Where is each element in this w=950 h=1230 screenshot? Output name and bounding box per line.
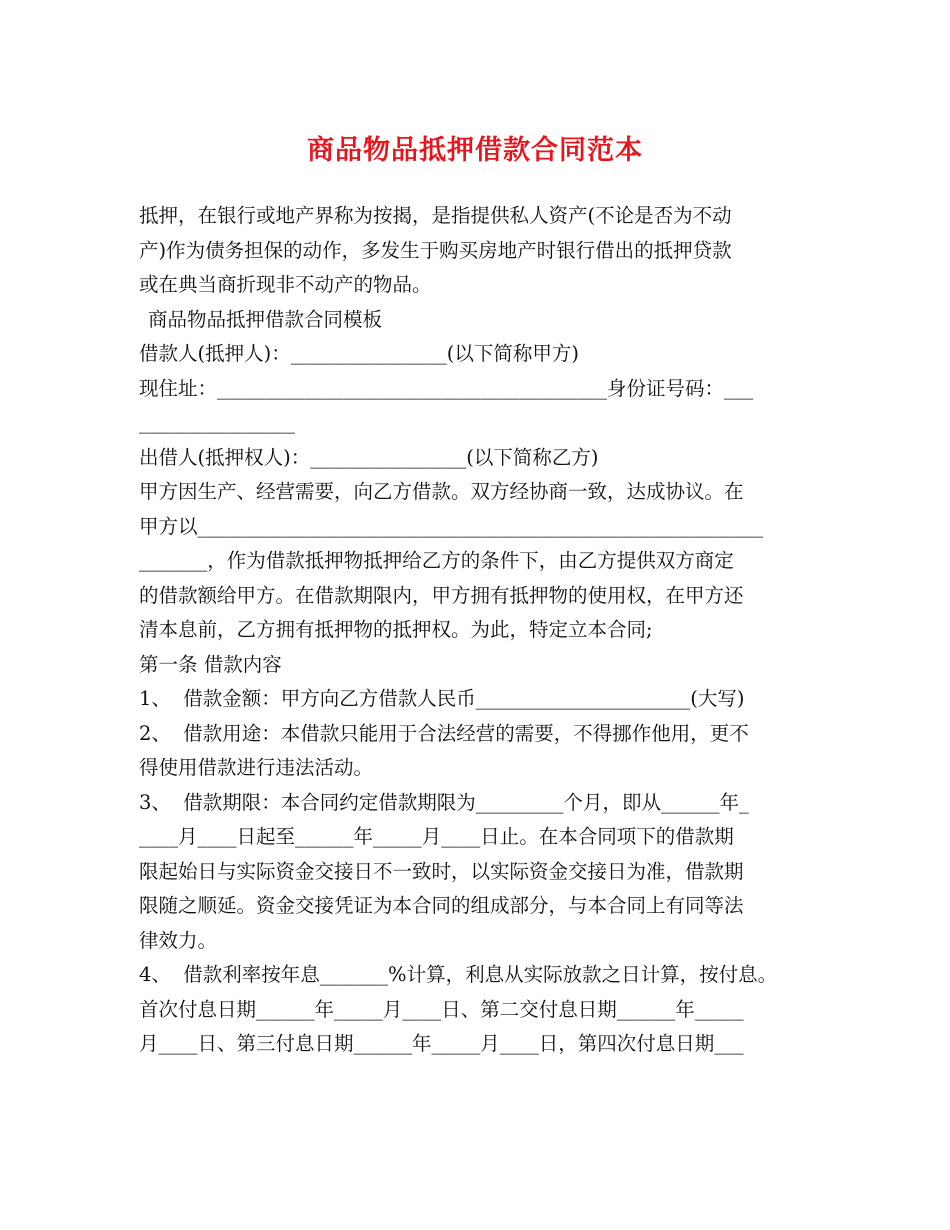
id-number-blank: ________________ <box>139 411 295 434</box>
body-line: 甲方因生产、经营需要，向乙方借款。双方经协商一致，达成协议。在 <box>139 480 744 503</box>
document-body <box>139 199 829 1062</box>
body-line: 或在典当商折现非不动产的物品。 <box>139 273 432 296</box>
clause-3-continued: 限随之顺延。资金交接凭证为本合同的组成部分，与本合同上有同等法 <box>139 894 744 917</box>
body-line: 产)作为债务担保的动作，多发生于购买房地产时银行借出的抵押贷款 <box>139 238 732 262</box>
clause-4-continued: 月____日、第三付息日期______年_____月____日，第四次付息日期___ <box>139 1032 744 1055</box>
body-line: 抵押，在银行或地产界称为按揭，是指提供私人资产(不论是否为不动 <box>139 204 732 227</box>
body-line: 清本息前，乙方拥有抵押物的抵押权。为此，特定立本合同; <box>139 618 653 641</box>
clause-4-continued: 首次付息日期______年_____月____日、第二交付息日期______年_____ <box>139 997 744 1021</box>
clause-3-continued: 限起始日与实际资金交接日不一致时，以实际资金交接日为准，借款期 <box>139 859 744 883</box>
clause-3-continued: ____月____日起至______年_____月____日止。在本合同项下的借款期 <box>139 825 734 848</box>
borrower-line: 借款人(抵押人)：________________(以下简称甲方) <box>139 342 579 365</box>
clause-2: 2、 借款用途：本借款只能用于合法经营的需要，不得挪作他用，更不 <box>139 721 749 745</box>
clause-3: 3、 借款期限：本合同约定借款期限为_________个月，即从______年_ <box>139 790 749 814</box>
body-line: _______，作为借款抵押物抵押给乙方的条件下，由乙方提供双方商定 <box>139 549 734 572</box>
clause-3-continued: 律效力。 <box>139 928 218 952</box>
article-heading: 第一条 借款内容 <box>139 652 282 676</box>
clause-2-continued: 得使用借款进行违法活动。 <box>139 756 374 779</box>
lender-line: 出借人(抵押权人)：________________(以下简称乙方) <box>139 445 599 469</box>
clause-1: 1、 借款金额：甲方向乙方借款人民币______________________(大写) <box>139 687 745 710</box>
clause-4: 4、 借款利率按年息_______%计算，利息从实际放款之日计算，按付息。 <box>139 963 778 986</box>
template-subtitle: 商品物品抵押借款合同模板 <box>148 307 383 331</box>
body-line: 的借款额给甲方。在借款期限内，甲方拥有抵押物的使用权，在甲方还 <box>139 583 744 607</box>
document-title: 商品物品抵押借款合同范本 <box>307 135 643 166</box>
address-line: 现住址：________________________________________身份证号码：___ <box>139 376 754 400</box>
collateral-blank-line: 甲方以__________________________________________________________ <box>139 514 764 538</box>
